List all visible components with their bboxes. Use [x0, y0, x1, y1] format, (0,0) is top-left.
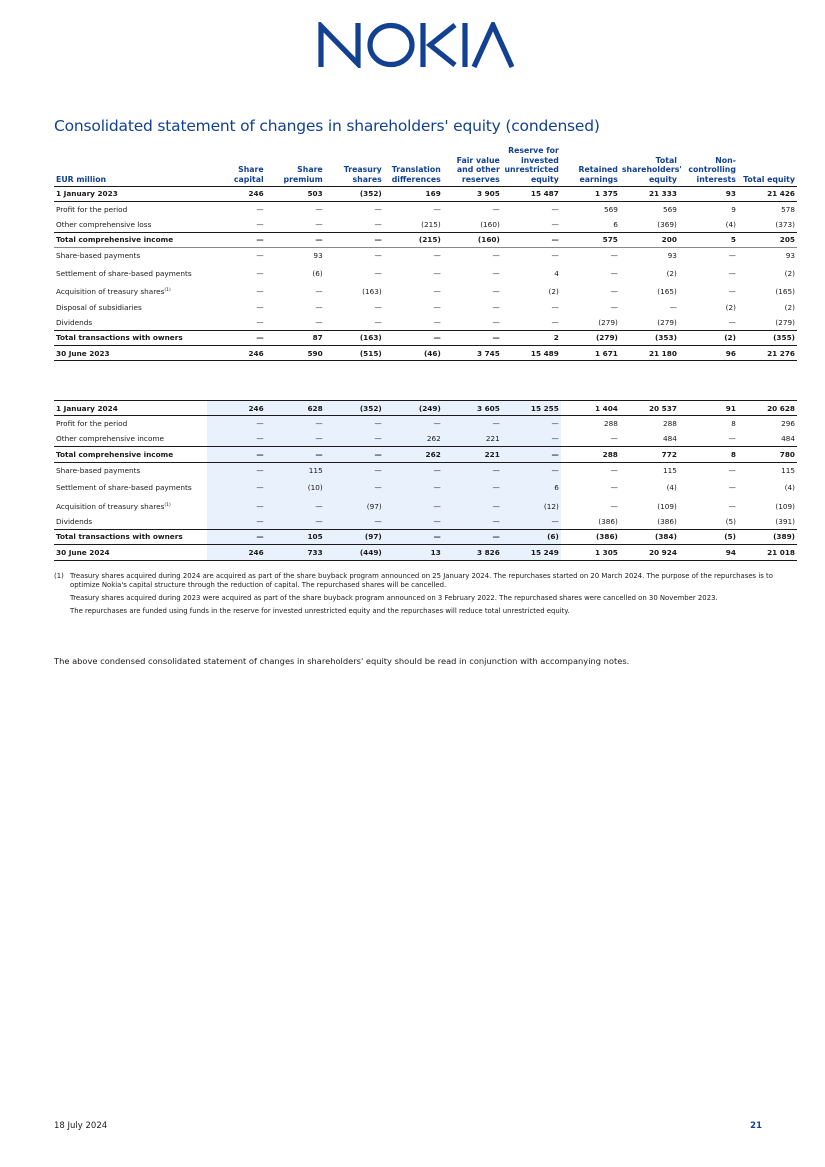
table-cell: — [610, 251, 618, 260]
table-row [54, 232, 797, 247]
table-cell: (97) [325, 529, 384, 544]
row-label-text: Dividends [56, 516, 93, 526]
table-cell: (384) [620, 529, 679, 544]
table-cell: — [433, 204, 441, 214]
table-cell: — [207, 514, 266, 529]
table-cell: (4) [666, 483, 677, 493]
table-cell: — [384, 498, 443, 513]
table-cell: — [266, 232, 325, 247]
row-label-text: Total transactions with owners [56, 333, 183, 343]
table-cell: (386) [561, 514, 620, 529]
table-cell: — [315, 302, 323, 312]
row-label [54, 346, 207, 361]
row-label [54, 201, 207, 216]
table-cell: (2) [784, 302, 795, 312]
table-row [54, 263, 797, 284]
table-cell: (165) [775, 287, 795, 297]
table-cell: — [492, 204, 500, 214]
table-cell: 20 537 [620, 401, 679, 416]
page-number: 21 [750, 1121, 762, 1131]
table-cell: 6 [561, 217, 620, 232]
table-cell: (4) [784, 483, 795, 493]
table-cell: — [443, 330, 502, 345]
column-header: Retained earnings [561, 144, 620, 186]
table-cell: 8 [731, 419, 736, 429]
table-cell: 115 [781, 465, 795, 475]
row-label [54, 477, 207, 498]
row-label-text: Settlement of share-based payments [56, 268, 192, 278]
table-cell: 93 [313, 251, 323, 260]
table-cell: — [207, 529, 266, 544]
table-cell: — [315, 287, 323, 297]
table-cell: — [374, 302, 382, 312]
table-cell: 115 [662, 465, 677, 475]
table-cell: 15 255 [502, 401, 561, 416]
table-row [54, 477, 797, 498]
table-cell: (449) [325, 545, 384, 560]
table-cell: 288 [603, 419, 618, 429]
row-label-text: 30 June 2023 [56, 348, 110, 358]
table-cell: — [669, 302, 677, 312]
table-row [54, 545, 797, 560]
table-cell: 288 [662, 419, 677, 429]
table-cell: 262 [384, 431, 443, 446]
table-row [54, 248, 797, 263]
column-header: Fair value and other reserves [443, 144, 502, 186]
footnote-reference: (1) [164, 288, 171, 294]
table-cell: — [384, 315, 443, 330]
row-label [54, 284, 207, 299]
table-cell: 9 [731, 204, 736, 214]
table-cell: (352) [325, 186, 384, 201]
table-cell: — [207, 330, 266, 345]
table-cell: (160) [443, 232, 502, 247]
table-cell: 3 826 [443, 545, 502, 560]
row-label [54, 315, 207, 330]
table-cell: — [492, 268, 500, 278]
table-cell: 772 [620, 447, 679, 462]
column-header: Reserve for invested unrestricted equity [502, 144, 561, 186]
table-cell: — [266, 217, 325, 232]
table-cell: 169 [384, 186, 443, 201]
table-cell: — [384, 529, 443, 544]
table-row [54, 462, 797, 477]
table-cell: — [502, 447, 561, 462]
table-cell: 21 276 [738, 346, 797, 361]
table-cell: — [315, 204, 323, 214]
table-cell: 6 [502, 477, 561, 498]
table-cell: — [207, 232, 266, 247]
table-cell: (10) [266, 477, 325, 498]
table-cell: — [679, 431, 738, 446]
table-cell: (2) [784, 268, 795, 278]
footer-date: 18 July 2024 [54, 1121, 108, 1131]
table-cell: (353) [620, 330, 679, 345]
table-cell: — [266, 315, 325, 330]
row-label [54, 186, 207, 201]
table-cell: — [325, 416, 384, 431]
row-label-text: 1 January 2023 [56, 189, 118, 199]
table-cell: (6) [502, 529, 561, 544]
table-cell: — [374, 251, 382, 260]
table-cell: (4) [679, 217, 738, 232]
row-label [54, 431, 207, 446]
row-label [54, 462, 207, 477]
table-cell: — [325, 462, 384, 477]
table-cell: — [679, 315, 738, 330]
row-label [54, 248, 207, 263]
table-cell: — [256, 251, 264, 260]
table-cell: (515) [325, 346, 384, 361]
table-cell: 288 [561, 447, 620, 462]
table-cell: 575 [561, 232, 620, 247]
table-cell: 484 [620, 431, 679, 446]
row-label [54, 217, 207, 232]
table-cell: — [266, 416, 325, 431]
table-cell: — [561, 431, 620, 446]
table-cell: 1 671 [561, 346, 620, 361]
table-row [54, 431, 797, 446]
table-row [54, 529, 797, 544]
table-cell: — [384, 330, 443, 345]
table-cell: (355) [738, 330, 797, 345]
column-header: Non-controlling interests [679, 144, 738, 186]
table-cell: (12) [502, 498, 561, 513]
footnote-paragraph: Treasury shares acquired during 2024 are acquired as part of the share buyback program announced on 25 January 2024. The repurchases started on 20 March 2024. The purpose of the repurchases is to optimize Nokia's capital structure through the reduction of capital. The repurchased shares will be cancelled. [70, 572, 773, 589]
row-label [54, 545, 207, 560]
equity-table-2023 [54, 144, 797, 361]
table-cell: — [610, 302, 618, 312]
column-header: Total equity [738, 144, 797, 186]
row-label-text: 30 June 2024 [56, 547, 110, 557]
table-cell: — [384, 416, 443, 431]
table-cell: — [374, 204, 382, 214]
table-cell: — [266, 447, 325, 462]
table-cell: (163) [325, 330, 384, 345]
table-cell: 205 [738, 232, 797, 247]
table-cell: (2) [725, 302, 736, 312]
row-label-text: Acquisition of treasury shares [56, 501, 165, 511]
table-row [54, 401, 797, 416]
table-cell: 3 605 [443, 401, 502, 416]
table-cell: — [443, 477, 502, 498]
table-cell: 1 375 [561, 186, 620, 201]
table-row [54, 299, 797, 314]
table-cell: 484 [738, 431, 797, 446]
table-cell: — [207, 498, 266, 513]
table-cell: (279) [561, 330, 620, 345]
table-cell: — [443, 416, 502, 431]
table-cell: — [266, 498, 325, 513]
row-label [54, 514, 207, 529]
table-cell: 246 [207, 346, 266, 361]
footnotes [54, 572, 794, 624]
table-cell: 1 404 [561, 401, 620, 416]
table-cell: (389) [738, 529, 797, 544]
table-cell: (2) [666, 268, 677, 278]
table-row [54, 186, 797, 201]
table-cell: 21 333 [620, 186, 679, 201]
table-cell: — [443, 315, 502, 330]
table-cell: (279) [620, 315, 679, 330]
table-cell: — [207, 447, 266, 462]
table-cell: 94 [679, 545, 738, 560]
table-cell: — [728, 501, 736, 511]
equity-table-2024 [54, 400, 797, 561]
row-label [54, 416, 207, 431]
table-cell: — [551, 302, 559, 312]
table-cell: — [492, 302, 500, 312]
row-label [54, 447, 207, 462]
table-cell: 21 180 [620, 346, 679, 361]
row-label-text: Share-based payments [56, 465, 141, 475]
table-cell: 221 [443, 431, 502, 446]
table-cell: 262 [384, 447, 443, 462]
table-cell: 21 426 [738, 186, 797, 201]
table-cell: — [443, 514, 502, 529]
row-label-text: Other comprehensive loss [56, 219, 152, 229]
table-cell: — [728, 287, 736, 297]
footnote-marker: (1) [54, 572, 64, 580]
table-cell: 569 [662, 204, 677, 214]
column-header: EUR million [54, 144, 207, 186]
table-cell: — [325, 232, 384, 247]
table-cell: (46) [384, 346, 443, 361]
table-cell: — [728, 483, 736, 493]
table-cell: 8 [679, 447, 738, 462]
table-cell: — [492, 251, 500, 260]
table-cell: — [502, 217, 561, 232]
row-label [54, 263, 207, 284]
table-cell: — [610, 287, 618, 297]
table-cell: 246 [207, 401, 266, 416]
table-cell: — [325, 431, 384, 446]
table-cell: (2) [548, 287, 559, 297]
table-cell: — [610, 465, 618, 475]
table-cell: (386) [561, 529, 620, 544]
table-cell: — [610, 268, 618, 278]
table-cell: (249) [384, 401, 443, 416]
page-title: Consolidated statement of changes in shareholders' equity (condensed) [54, 117, 600, 135]
table-cell: 3 745 [443, 346, 502, 361]
row-label-text: Acquisition of treasury shares [56, 287, 165, 297]
table-cell: — [256, 268, 264, 278]
table-cell: 200 [620, 232, 679, 247]
table-cell: — [325, 447, 384, 462]
table-cell: 105 [266, 529, 325, 544]
table-cell: (279) [738, 315, 797, 330]
table-cell: 115 [266, 462, 325, 477]
row-label [54, 330, 207, 345]
column-header: Share capital [207, 144, 266, 186]
table-cell: 20 924 [620, 545, 679, 560]
column-header: Translation differences [384, 144, 443, 186]
table-cell: 590 [266, 346, 325, 361]
table-row [54, 315, 797, 330]
table-cell: (5) [679, 529, 738, 544]
table-cell: 21 018 [738, 545, 797, 560]
table-cell: — [207, 477, 266, 498]
table-cell: — [325, 217, 384, 232]
table-cell: (6) [312, 268, 323, 278]
nokia-logo [318, 22, 514, 68]
row-label-text: Share-based payments [56, 251, 141, 260]
row-label-text: Total comprehensive income [56, 235, 174, 245]
table-cell: — [384, 514, 443, 529]
table-cell: 93 [785, 251, 795, 260]
row-label-text: Settlement of share-based payments [56, 483, 192, 493]
table-cell: — [492, 287, 500, 297]
table-cell: 569 [603, 204, 618, 214]
row-label-text: Profit for the period [56, 204, 128, 214]
table-cell: — [443, 462, 502, 477]
table-cell: — [433, 251, 441, 260]
table-cell: — [728, 268, 736, 278]
table-cell: 91 [679, 401, 738, 416]
table-cell: (352) [325, 401, 384, 416]
table-cell: (97) [325, 498, 384, 513]
table-cell: 503 [266, 186, 325, 201]
table-cell: (165) [657, 287, 677, 297]
column-header: Treasury shares [325, 144, 384, 186]
table-cell: (391) [738, 514, 797, 529]
table-cell: — [325, 477, 384, 498]
table-cell: — [207, 431, 266, 446]
row-label-text: 1 January 2024 [56, 403, 118, 413]
table-cell: (386) [620, 514, 679, 529]
table-cell: — [266, 514, 325, 529]
table-cell: (373) [738, 217, 797, 232]
table-cell: 246 [207, 186, 266, 201]
column-header: Total shareholders' equity [620, 144, 679, 186]
table-cell: 13 [384, 545, 443, 560]
table-cell: 1 305 [561, 545, 620, 560]
table-cell: 87 [266, 330, 325, 345]
table-cell: 4 [554, 268, 559, 278]
table-cell: (215) [384, 217, 443, 232]
table-cell: — [610, 501, 618, 511]
row-label-text: Other comprehensive income [56, 434, 165, 444]
column-header-row [54, 144, 797, 186]
table-cell: 3 905 [443, 186, 502, 201]
table-cell: 628 [266, 401, 325, 416]
table-cell: 20 628 [738, 401, 797, 416]
table-cell: (2) [679, 330, 738, 345]
table-cell: (215) [384, 232, 443, 247]
table-cell: (163) [362, 287, 382, 297]
table-cell: — [207, 416, 266, 431]
table-cell: — [207, 217, 266, 232]
table-cell: — [207, 315, 266, 330]
row-label [54, 232, 207, 247]
row-label-text: Total comprehensive income [56, 449, 174, 459]
row-label-text: Disposal of subsidiaries [56, 302, 142, 312]
table-cell: — [443, 529, 502, 544]
table-row [54, 498, 797, 513]
table-cell: (109) [775, 501, 795, 511]
table-row [54, 217, 797, 232]
table-cell: — [374, 268, 382, 278]
table-cell: (5) [679, 514, 738, 529]
table-cell: — [207, 462, 266, 477]
table-cell: — [433, 268, 441, 278]
table-cell: — [433, 287, 441, 297]
table-cell: — [325, 315, 384, 330]
table-cell: — [443, 498, 502, 513]
row-label [54, 498, 207, 513]
table-cell: — [502, 416, 561, 431]
table-cell: (109) [657, 501, 677, 511]
table-cell: 5 [679, 232, 738, 247]
footnote-paragraph: Treasury shares acquired during 2023 were acquired as part of the share buyback program announced on 3 February 2022. The repurchased shares were cancelled on 30 November 2023. [70, 594, 718, 602]
table-cell: 733 [266, 545, 325, 560]
table-cell: 15 487 [502, 186, 561, 201]
table-cell: (160) [443, 217, 502, 232]
table-cell: 93 [679, 186, 738, 201]
table-row [54, 447, 797, 462]
table-cell: — [256, 302, 264, 312]
table-cell: 93 [667, 251, 677, 260]
table-cell: — [610, 483, 618, 493]
table-cell: — [728, 465, 736, 475]
row-label [54, 299, 207, 314]
table-row [54, 346, 797, 361]
table-cell: 2 [502, 330, 561, 345]
table-cell: — [384, 462, 443, 477]
table-cell: — [728, 251, 736, 260]
table-cell: 780 [738, 447, 797, 462]
table-row [54, 284, 797, 299]
table-row [54, 330, 797, 345]
table-cell: — [502, 315, 561, 330]
footnote-paragraph: The repurchases are funded using funds in the reserve for invested unrestricted equity and the repurchases will reduce total unrestricted equity. [70, 607, 570, 615]
table-cell: — [433, 302, 441, 312]
table-cell: — [502, 431, 561, 446]
table-cell: — [256, 287, 264, 297]
table-cell: 221 [443, 447, 502, 462]
table-cell: — [502, 232, 561, 247]
row-label [54, 401, 207, 416]
row-label [54, 529, 207, 544]
table-row [54, 201, 797, 216]
table-cell: 246 [207, 545, 266, 560]
table-cell: (369) [620, 217, 679, 232]
table-cell: 96 [679, 346, 738, 361]
statement-note: The above condensed consolidated statement of changes in shareholders' equity should be read in conjunction with accompanying notes. [54, 656, 630, 666]
table-cell: 296 [781, 419, 795, 429]
table-row [54, 416, 797, 431]
table-cell: 578 [781, 204, 795, 214]
table-cell: — [325, 514, 384, 529]
table-cell: 15 489 [502, 346, 561, 361]
table-cell: 15 249 [502, 545, 561, 560]
table-cell: — [256, 204, 264, 214]
row-label-text: Dividends [56, 317, 93, 327]
table-cell: — [384, 477, 443, 498]
table-cell: — [551, 251, 559, 260]
row-label-text: Profit for the period [56, 419, 128, 429]
table-cell: — [266, 431, 325, 446]
row-label-text: Total transactions with owners [56, 532, 183, 542]
column-header: Share premium [266, 144, 325, 186]
table-cell: (279) [561, 315, 620, 330]
footnote-reference: (1) [164, 502, 171, 508]
table-cell: — [502, 514, 561, 529]
table-row [54, 514, 797, 529]
table-cell: — [502, 462, 561, 477]
table-cell: — [551, 204, 559, 214]
